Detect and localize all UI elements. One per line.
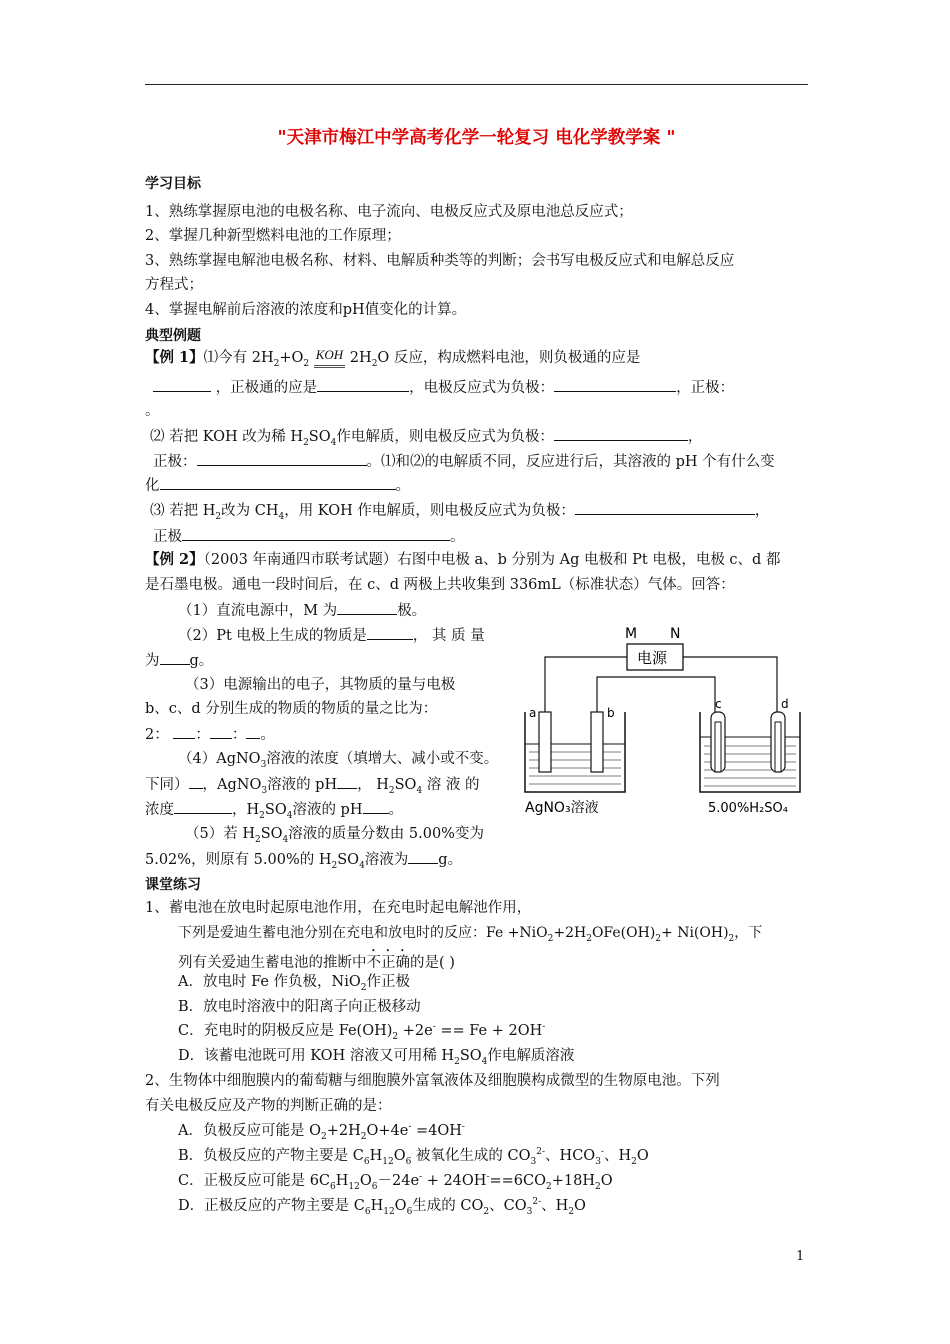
practice-heading: 课堂练习 (145, 877, 201, 893)
blank[interactable] (367, 625, 413, 640)
goal-3-cont: 方程式； (145, 277, 203, 293)
example2-p3: （3）电源输出的电子，其物质的量与电极 (185, 677, 456, 693)
practice-q1-option-a[interactable]: A．放电时 Fe 作负极，NiO$_2$作正极 (178, 974, 410, 993)
example1-q3: ⑶ 若把 $H_2$改为 $CH_4$，用 KOH 作电解质，则电极反应式为负极： ， (150, 500, 769, 521)
example1-line2: ，正极通的应是 ，电极反应式为负极： ，正极： (145, 377, 734, 398)
blank[interactable] (337, 600, 397, 615)
blank[interactable] (160, 650, 190, 665)
example2-p2-line2: 为 g。 (145, 650, 213, 671)
electrode-c-tube (711, 712, 725, 772)
example1-line1: 【例 1】⑴今有 $2H_2+O_2$ KOH $2H_2O$ 反应，构成燃料电池，则负极通的应是 (145, 347, 641, 369)
example1-q3-line2: 正极 。 (153, 526, 465, 547)
electrolysis-apparatus-figure (515, 622, 805, 826)
blank[interactable] (554, 426, 688, 441)
electrode-a-label: a (529, 706, 537, 720)
example2-label: 【例 2】 (145, 551, 204, 568)
example2-p4: （4）AgNO$_3$溶液的浓度（填增大、减小或不变。 (178, 751, 499, 770)
power-source-label: 电源 (637, 649, 668, 667)
practice-q1-option-d[interactable]: D．该蓄电池既可用 KOH 溶液又可用稀 $H_2SO_4$作电解质溶液 (178, 1048, 575, 1067)
blank[interactable] (575, 500, 755, 515)
blank[interactable] (153, 377, 211, 392)
example2-p3-line3: 2： ： ： 。 (145, 724, 275, 745)
document-title: "天津市梅江中学高考化学一轮复习 电化学教学案 " (277, 128, 676, 148)
goal-4: 4、掌握电解前后溶液的浓度和pH值变化的计算。 (145, 302, 467, 318)
example1-q2-line3: 化 。 (145, 475, 410, 496)
example1-q2: ⑵ 若把 KOH 改为稀 $H_2SO_4$作电解质，则电极反应式为负极： ， (150, 426, 702, 447)
header-rule (145, 84, 808, 85)
example1-label: 【例 1】 (145, 349, 204, 366)
practice-q1-line3: 列有关爱迪生蓄电池的推断中不正确的是( ) (178, 955, 455, 971)
blank[interactable] (160, 475, 396, 490)
electrode-d-label: d (781, 697, 789, 711)
blank[interactable] (174, 799, 232, 814)
practice-q1-option-c[interactable]: C．充电时的阴极反应是 $Fe(OH)_2 +2e^- == Fe + 2OH^-$ (178, 1022, 546, 1042)
example2-p1: （1）直流电源中，M 为 极。 (178, 600, 426, 621)
example2-intro2: 是石墨电极。通电一段时间后，在 c、d 两极上共收集到 336mL（标准状态）气体。回答： (145, 577, 735, 593)
example2-p4-line3: 浓度 ，$H_2SO_4$溶液的 pH 。 (145, 799, 403, 820)
electrode-b (591, 712, 603, 772)
blank[interactable] (197, 451, 367, 466)
page-number: 1 (796, 1249, 805, 1264)
example2-p4-line2: 下同） ，AgNO$_3$溶液的 pH ， $H_2SO_4$ 溶 液 的 (145, 774, 480, 795)
practice-q2-line2: 有关电极反应及产物的判断正确的是： (145, 1098, 392, 1114)
example2-p5: （5）若 $H_2SO_4$溶液的质量分数由 5.00%变为 (185, 826, 484, 845)
koh-catalyst: KOH (314, 345, 345, 368)
left-beaker-caption: AgNO₃溶液 (525, 800, 599, 816)
examples-heading: 典型例题 (145, 328, 201, 344)
practice-q2: 2、生物体中细胞膜内的葡萄糖与细胞膜外富氧液体及细胞膜构成微型的生物原电池。下列 (145, 1073, 720, 1089)
goal-2: 2、掌握几种新型燃料电池的工作原理； (145, 228, 401, 244)
practice-q1-option-b[interactable]: B．放电时溶液中的阳离子向正极移动 (178, 999, 421, 1015)
goal-1: 1、熟练掌握原电池的电极名称、电子流向、电极反应式及原电池总反应式； (145, 204, 633, 220)
example2-intro: 【例 2】（2003 年南通四市联考试题）右图中电极 a、b 分别为 Ag 电极和 Pt 电极，电极 c、d 都 (145, 551, 781, 568)
blank[interactable] (182, 526, 450, 541)
practice-q1-line2: 下列是爱迪生蓄电池分别在充电和放电时的反应：$Fe +NiO_2+2H_2OFe(OH)_2+ Ni(OH)_2$，下 (178, 925, 763, 944)
practice-q2-option-b[interactable]: B．负极反应的产物主要是 $C_6H_{12}O_6$ 被氧化生成的 $CO_3^{2-}$、$HCO_3^-$、$H_2O$ (178, 1147, 649, 1167)
blank[interactable] (210, 724, 232, 739)
example1-line3: 。 (145, 403, 160, 419)
blank[interactable] (337, 774, 357, 789)
blank[interactable] (246, 724, 260, 739)
blank[interactable] (363, 799, 389, 814)
example1-q2-line2: 正极： 。⑴和⑵的电解质不同，反应进行后，其溶液的 pH 个有什么变 (153, 451, 775, 472)
practice-q2-option-d[interactable]: D．正极反应的产物主要是 $C_6H_{12}O_6$生成的 $CO_2$、$CO_3^{2-}$、$H_2O$ (178, 1197, 586, 1217)
goals-heading: 学习目标 (145, 176, 201, 192)
blank[interactable] (317, 377, 409, 392)
practice-q1: 1、蓄电池在放电时起原电池作用，在充电时起电解池作用， (145, 900, 532, 916)
right-beaker-caption: 5.00%H₂SO₄ (708, 801, 788, 816)
n-label: N (670, 626, 681, 642)
goal-3: 3、熟练掌握电解池电极名称、材料、电解质种类等的判断；会书写电极反应式和电解总反应 (145, 253, 735, 269)
m-label: M (625, 626, 638, 642)
example2-p5-line2: 5.02%，则原有 5.00%的 $H_2SO_4$溶液为 g。 (145, 849, 462, 870)
blank[interactable] (408, 849, 438, 864)
electrode-c-label: c (715, 697, 722, 711)
electrode-d-tube (771, 712, 785, 772)
blank[interactable] (173, 724, 195, 739)
practice-q2-option-a[interactable]: A．负极反应可能是 $O_2+2H_2O+4e^- =4OH^-$ (178, 1122, 465, 1142)
example2-p2: （2）Pt 电极上生成的物质是 ， 其 质 量 (178, 625, 485, 646)
blank[interactable] (554, 377, 676, 392)
electrode-b-label: b (607, 706, 615, 720)
blank[interactable] (189, 774, 203, 789)
practice-q2-option-c[interactable]: C．正极反应可能是 $6C_6H_{12}O_6-24e^- + 24OH^-==6CO_2+18H_2O$ (178, 1172, 613, 1192)
electrode-a (539, 712, 551, 772)
example2-p3-line2: b、c、d 分别生成的物质的物质的量之比为： (145, 701, 438, 717)
